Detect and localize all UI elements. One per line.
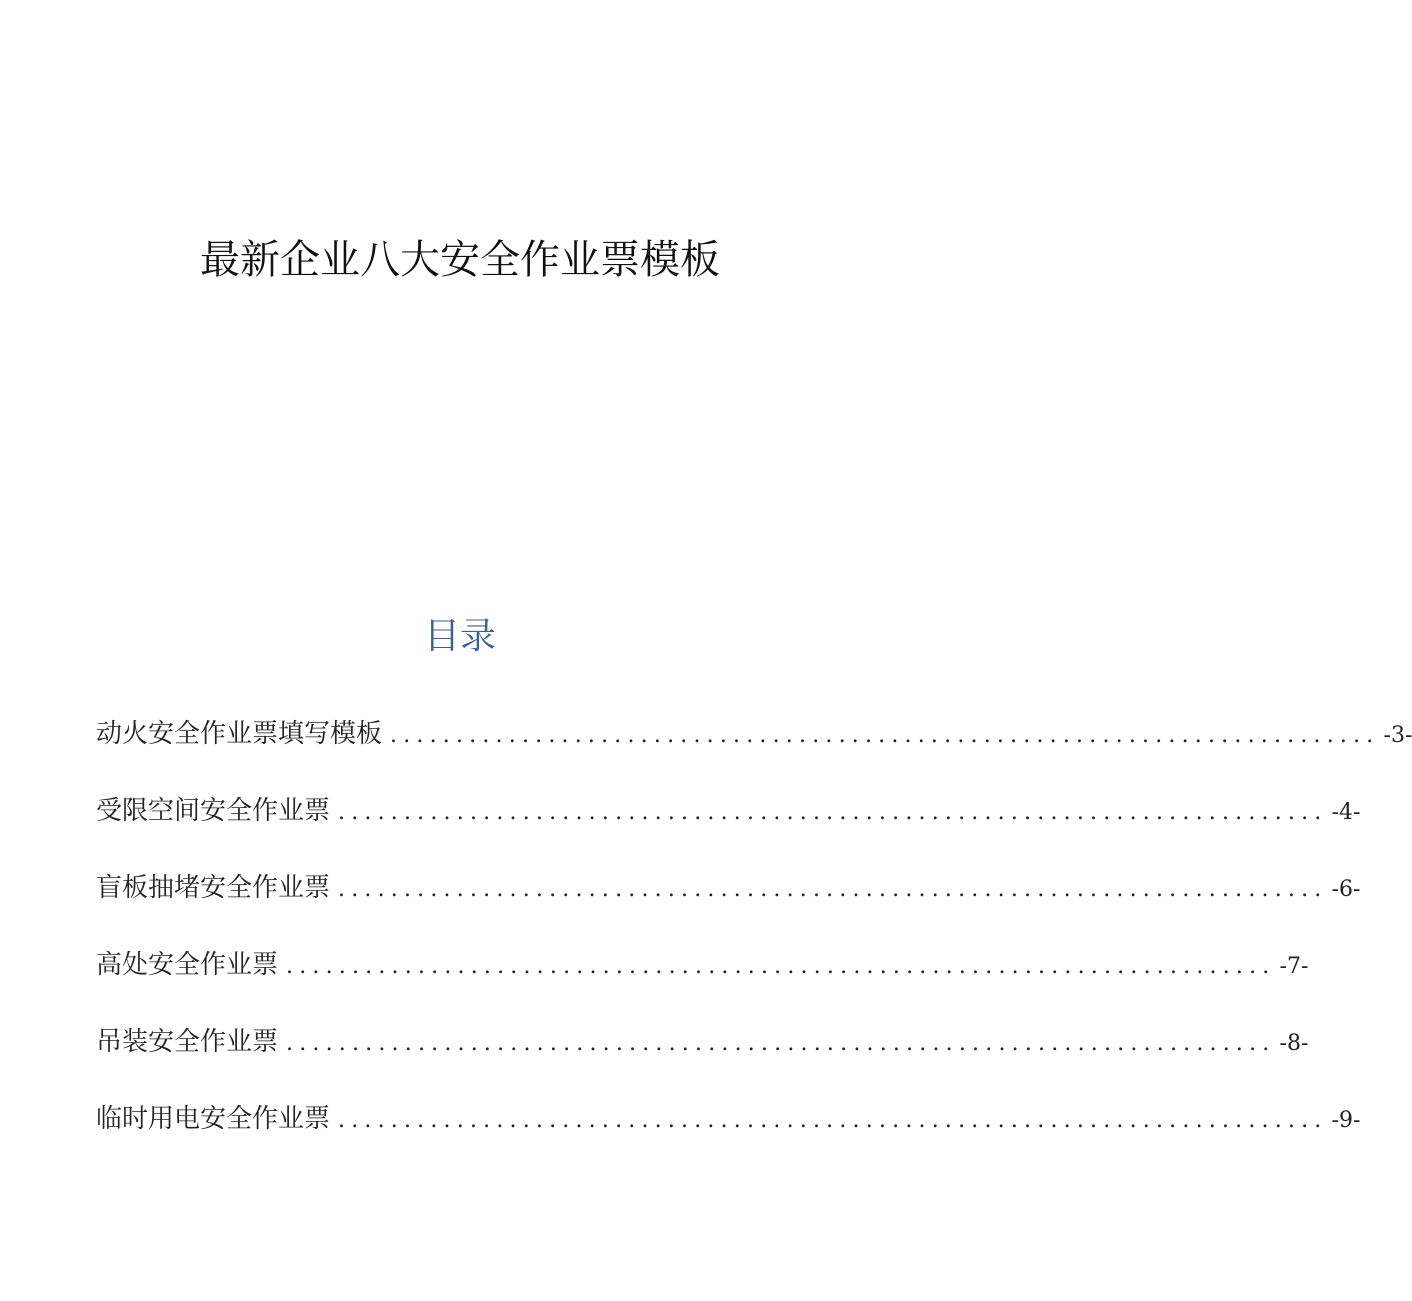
toc-entry-page: -4- (1331, 800, 1361, 825)
toc-entry[interactable] (96, 1022, 1309, 1099)
toc-entry-label: 受限空间安全作业票 (96, 796, 331, 826)
toc-entry-label: 动火安全作业票填写模板 (96, 719, 383, 749)
toc-dot-leader: ........................................................................... (338, 800, 1328, 825)
toc-dot-leader: ........................................................................... (286, 1031, 1276, 1056)
toc-entry[interactable] (96, 1099, 1361, 1176)
toc-entry-page: -3- (1383, 723, 1412, 748)
toc-dot-leader: ........................................................................... (286, 954, 1276, 979)
toc-heading: 目录 (423, 616, 496, 657)
toc-entry-label: 盲板抽堵安全作业票 (96, 873, 331, 903)
table-of-contents (96, 714, 1412, 1176)
toc-entry-page: -6- (1331, 877, 1361, 902)
toc-entry[interactable] (96, 868, 1361, 945)
toc-dot-leader: ........................................................................... (338, 877, 1328, 902)
toc-entry-page: -8- (1279, 1031, 1309, 1056)
toc-entry-label: 高处安全作业票 (96, 950, 279, 980)
toc-entry[interactable] (96, 791, 1361, 868)
toc-entry-label: 临时用电安全作业票 (96, 1104, 331, 1134)
toc-entry-page: -9- (1331, 1108, 1361, 1133)
toc-entry-label: 吊装安全作业票 (96, 1027, 279, 1057)
toc-entry-page: -7- (1279, 954, 1309, 979)
toc-dot-leader: ........................................................................... (390, 723, 1380, 748)
toc-dot-leader: ........................................................................... (338, 1108, 1328, 1133)
document-title: 最新企业八大安全作业票模板 (200, 237, 720, 283)
toc-entry[interactable] (96, 714, 1412, 791)
toc-entry[interactable] (96, 945, 1309, 1022)
